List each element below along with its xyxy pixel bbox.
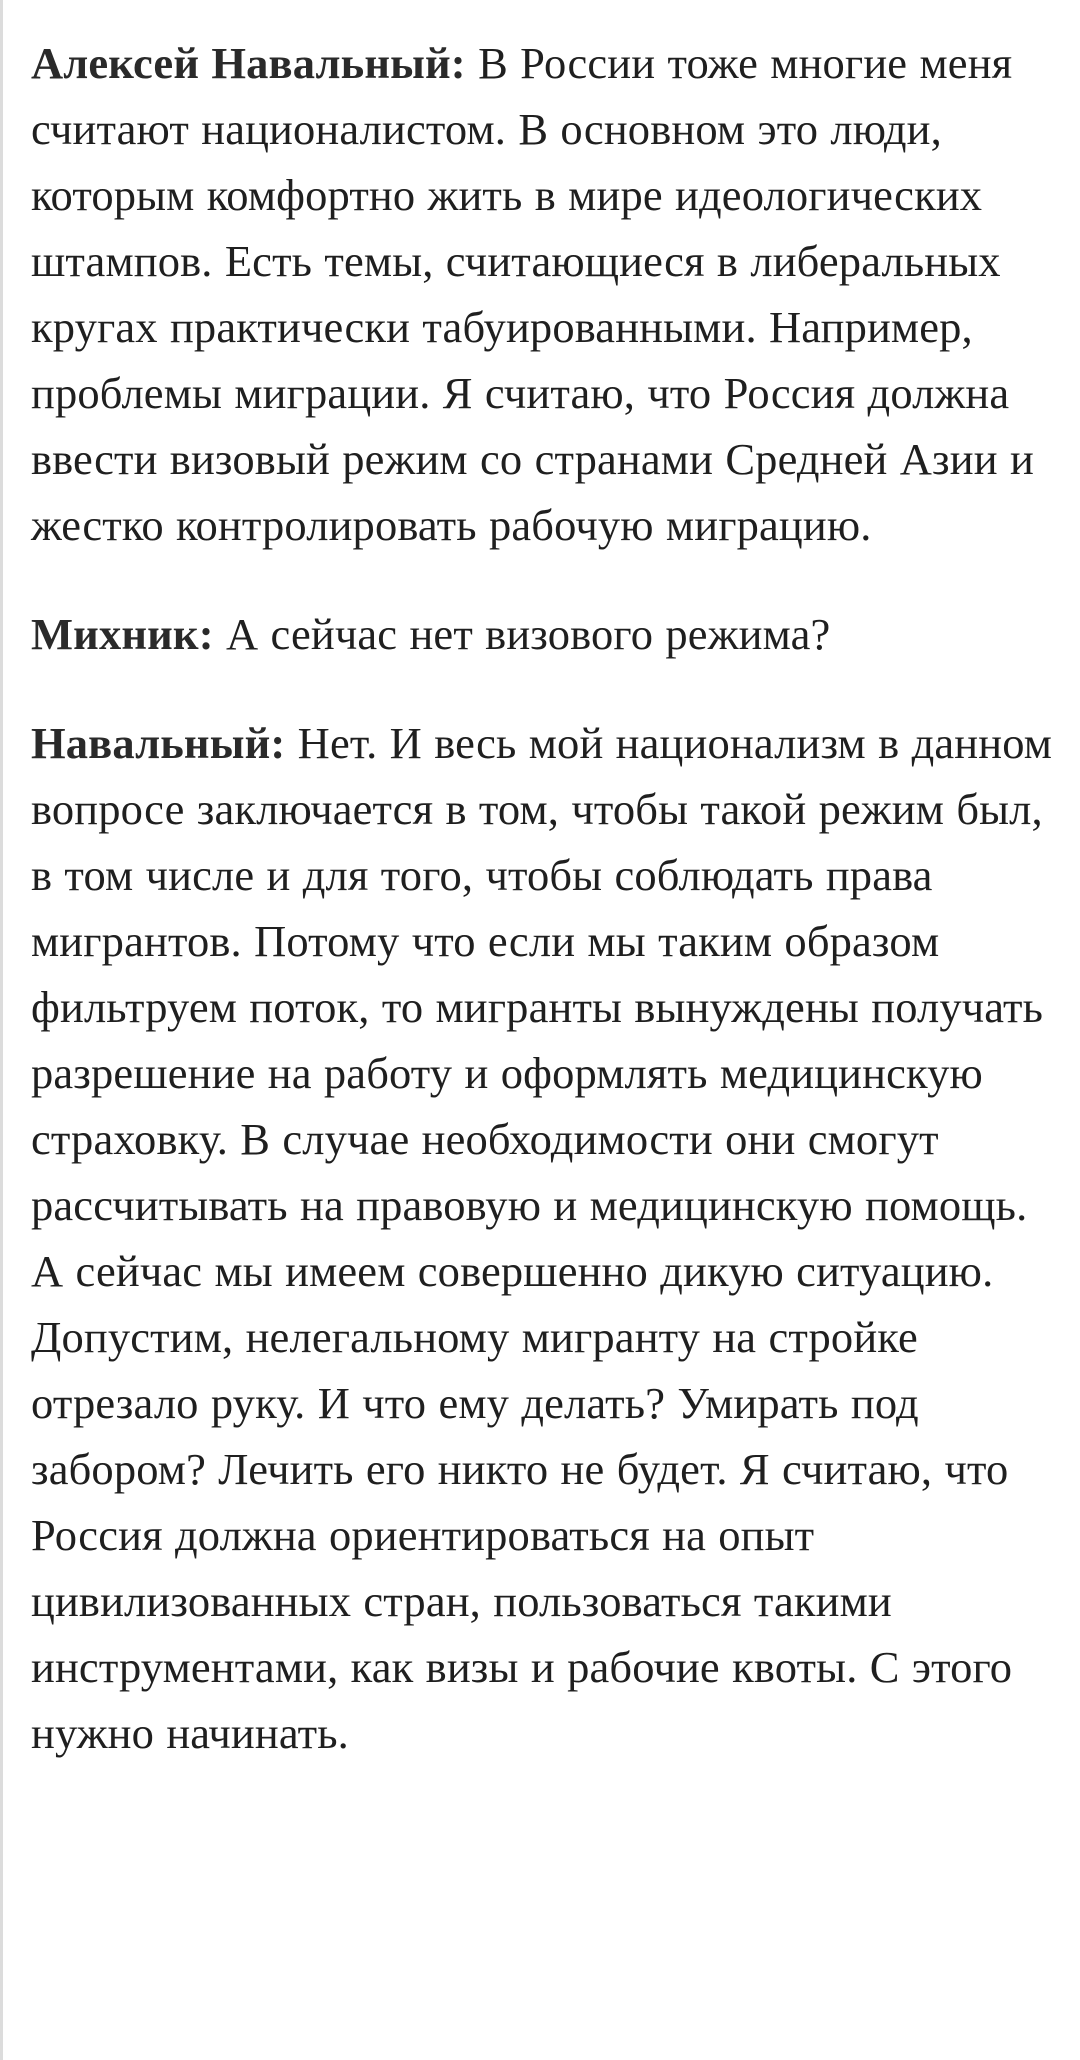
speaker-label: Алексей Навальный: bbox=[31, 38, 479, 88]
paragraph-navalny-intro bbox=[31, 30, 1061, 558]
paragraph-text: Нет. И весь мой национализм в данном вопросе заключается в том, чтобы такой режим был, в том числе и для того, чтобы соблюдать права мигрантов. Потому что если мы таким образом фильтруем поток, то мигранты вынуждены получать разрешение на работу и оформлять медицинскую страховку. В случае необходимости они смогут рассчитывать на правовую и медицинскую помощь. А сейчас мы имеем совершенно дикую ситуацию. Допустим, нелегальному мигранту на стройке отрезало руку. И что ему делать? Умирать под забором? Лечить его никто не будет. Я считаю, что Россия должна ориентироваться на опыт цивилизованных стран, пользоваться такими инструментами, как визы и рабочие квоты. С этого нужно начинать. bbox=[31, 718, 1053, 1758]
speaker-label: Навальный: bbox=[31, 718, 298, 768]
paragraph-text: В России тоже многие меня считают националистом. В основном это люди, которым комфортно жить в мире идеологических штампов. Есть темы, считающиеся в либеральных кругах практически табуированными. Например, проблемы миграции. Я считаю, что Россия должна ввести визовый режим со странами Средней Азии и жестко контролировать рабочую миграцию. bbox=[31, 38, 1034, 550]
paragraph-text: А сейчас нет визового режима? bbox=[225, 609, 831, 659]
left-border-rule bbox=[0, 0, 3, 2060]
paragraph-michnik-question bbox=[31, 601, 1061, 667]
speaker-label: Михник: bbox=[31, 609, 226, 659]
paragraph-navalny-answer bbox=[31, 710, 1061, 1766]
interview-article bbox=[31, 30, 1061, 1809]
